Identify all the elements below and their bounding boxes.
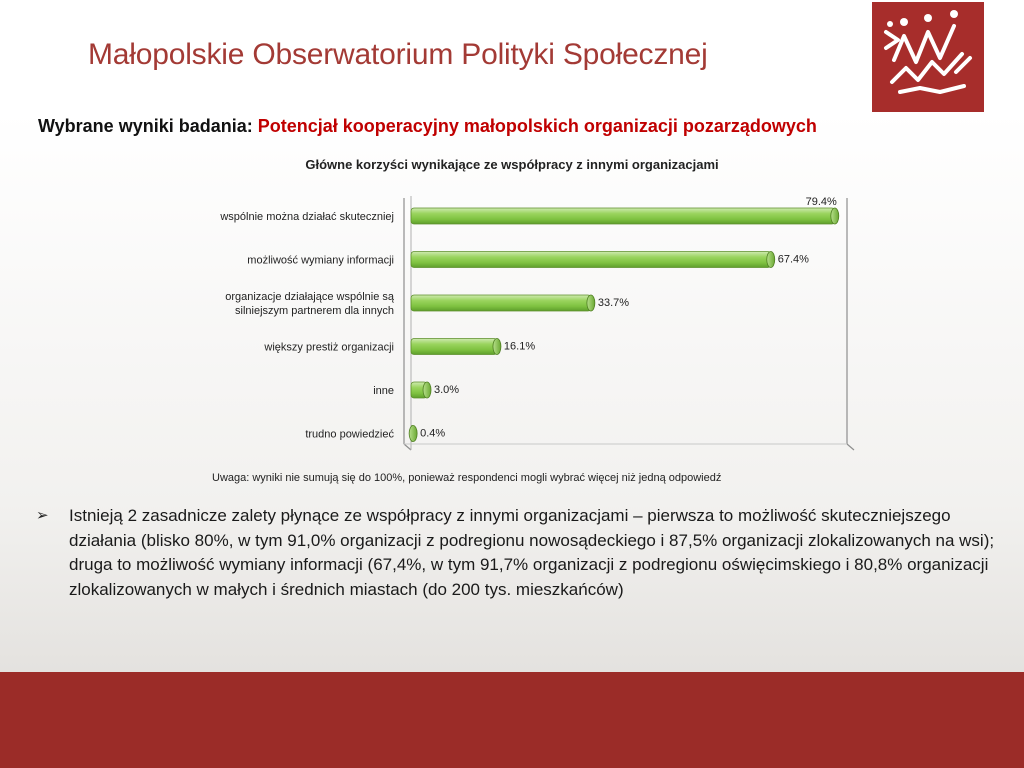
category-label: wspólnie można działać skuteczniej (220, 211, 394, 223)
arrowhead-bullet-icon: ➢ (36, 507, 49, 524)
bar-cap (587, 295, 595, 311)
category-label: inne (373, 385, 394, 397)
bullet-point (36, 504, 996, 602)
category-label: silniejszym partnerem dla innych (235, 305, 394, 317)
category-label: większy prestiż organizacji (264, 341, 394, 354)
category-label: możliwość wymiany informacji (247, 254, 394, 267)
bar (411, 252, 771, 268)
axis-corner-left (404, 444, 411, 450)
bar (411, 295, 591, 311)
chart-title: Główne korzyści wynikające ze współpracy z innymi organizacjami (305, 157, 719, 172)
axis-corner-right (847, 444, 854, 450)
bar (411, 208, 835, 224)
org-title: Małopolskie Obserwatorium Polityki Społecznej (88, 38, 708, 71)
bar-value-label: 67.4% (777, 253, 809, 266)
bar-value-label: 79.4% (805, 196, 837, 208)
chart-note: Uwaga: wyniki nie sumują się do 100%, ponieważ respondenci mogli wybrać więcej niż jedną odpowiedź (212, 472, 722, 484)
bar-cap (409, 426, 417, 442)
bar-cap (767, 252, 775, 268)
bar (411, 339, 497, 355)
bullet-text: Istnieją 2 zasadnicze zalety płynące ze współpracy z innymi organizacjami – pierwsza to możliwość skuteczniejszego działania (blisko 80%, w tym 91,0% organizacji z podregionu nowosądeckiego i 87,5% organizacji zlokalizowanych na wsi); druga to możliwość wymiany informacji (67,4%, w tym 91,7% organizacji z podregionu oświęcimskiego i 80,8% organizacji zlokalizowanych w małych i średnich miastach (do 200 tys. mieszkańców) (69, 506, 995, 599)
category-label: organizacje działające wspólnie są (225, 291, 394, 303)
chart-bars (409, 208, 839, 442)
bar-cap (493, 339, 501, 355)
footer-band (0, 672, 1024, 768)
subtitle-highlight: Potencjał kooperacyjny małopolskich organizacji pozarządowych (257, 116, 817, 136)
bar-value-label: 33.7% (597, 297, 630, 309)
bar-cap (423, 382, 431, 398)
bar-value-label: 0.4% (420, 427, 446, 440)
category-label: trudno powiedzieć (305, 428, 394, 441)
chart-axes (404, 196, 854, 450)
subtitle-prefix: Wybrane wyniki badania: (38, 116, 253, 136)
bar-cap (831, 208, 839, 224)
bar-value-label: 16.1% (503, 340, 536, 353)
bar-value-label: 3.0% (434, 384, 460, 396)
chart-labels (219, 196, 837, 441)
